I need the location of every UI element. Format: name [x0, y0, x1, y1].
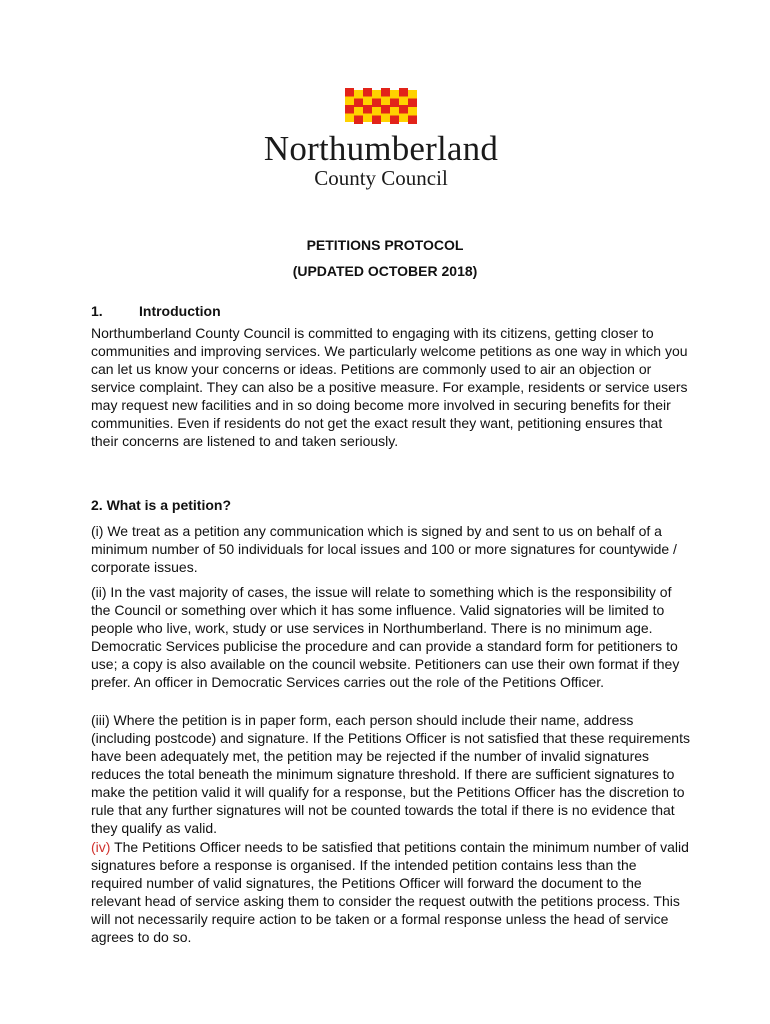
crest-cell [381, 88, 390, 97]
crest-cell [381, 105, 390, 114]
document-title: PETITIONS PROTOCOL [306, 237, 464, 253]
paragraph-iv-text: The Petitions Officer needs to be satisfied that petitions contain the minimum number of valid signatures before a response is organised. If the intended petition contains less than the required number of valid signatures, the Petitions Officer will forward the document to the relevant head of service asking them to consider the request outwith the petitions process. This will not necessarily require action to be taken or a formal response unless the head of service agrees to do so. [91, 839, 689, 945]
crest-cell [363, 114, 372, 123]
paragraph-iv [91, 838, 691, 946]
paragraph-i: (i) We treat as a petition any communication which is signed by and sent to us on behalf of a minimum number of 50 individuals for local issues and 100 or more signatures for countywide / corporate issues. [91, 523, 677, 575]
crest-cell [390, 107, 399, 116]
crest-cell [399, 97, 408, 106]
crest-cell [390, 116, 399, 125]
section-2-heading: 2. What is a petition? [91, 497, 232, 513]
crest-cell [345, 88, 354, 97]
section-1-number: 1. [91, 303, 103, 319]
crest-cell [354, 107, 363, 116]
logo-name: Northumberland [263, 129, 499, 168]
crest-cell [399, 88, 408, 97]
council-crest-icon [345, 84, 417, 126]
paragraph-iv-label: (iv) [91, 839, 111, 855]
section-1-heading [91, 302, 691, 320]
paragraph-iii: (iii) Where the petition is in paper form, each person should include their name, address (including postcode) and signature. If the Petitions Officer is not satisfied that these requirements have been adequately met, the petition may be rejected if the number of invalid signatures reduces the total beneath the minimum signature threshold. If there are sufficient signatures to make the petition valid it will qualify for a response, but the Petitions Officer has the discretion to rule that any further signatures will not be counted towards the total if there is no evidence that they qualify as valid. [91, 712, 690, 836]
section-1-title: Introduction [139, 303, 221, 319]
crest-cell [381, 97, 390, 106]
crest-cell [408, 116, 417, 125]
crest-cell [399, 105, 408, 114]
crest-cell [372, 116, 381, 125]
crest-cell [345, 105, 354, 114]
crest-cell [399, 114, 408, 123]
crest-cell [408, 90, 417, 99]
crest-cell [390, 99, 399, 108]
crest-cell [372, 107, 381, 116]
crest-cell [372, 90, 381, 99]
crest-cell [345, 97, 354, 106]
crest-cell [390, 90, 399, 99]
crest-cell [354, 90, 363, 99]
crest-cell [363, 88, 372, 97]
crest-cell [363, 97, 372, 106]
paragraph-ii: (ii) In the vast majority of cases, the issue will relate to something which is the responsibility of the Council or something over which it has some influence. Valid signatories will be limited to people who live, work, study or use services in Northumberland. There is no minimum age. Democratic Services publicise the procedure and can provide a standard form for petitioners to use; a copy is also available on the council website. Petitioners can use their own format if they prefer. An officer in Democratic Services carries out the role of the Petitions Officer. [91, 584, 680, 690]
crest-cell [354, 99, 363, 108]
crest-cell [408, 107, 417, 116]
crest-cell [408, 99, 417, 108]
crest-cell [372, 99, 381, 108]
crest-cell [354, 116, 363, 125]
document-subtitle: (UPDATED OCTOBER 2018) [292, 263, 478, 279]
crest-cell [363, 105, 372, 114]
crest-cell [345, 114, 354, 123]
crest-cell [381, 114, 390, 123]
logo-subtitle: County Council [314, 166, 448, 190]
section-1-body: Northumberland County Council is committed to engaging with its citizens, getting closer to communities and improving services. We particularly welcome petitions as one way in which you can let us know your concerns or ideas. Petitions are commonly used to air an objection or service complaint. They can also be a positive measure. For example, residents or service users may request new facilities and in so doing become more involved in securing benefits for their communities. Even if residents do not get the exact result they want, petitioning ensures that their concerns are listened to and taken seriously. [91, 325, 688, 449]
council-logo [236, 84, 526, 194]
